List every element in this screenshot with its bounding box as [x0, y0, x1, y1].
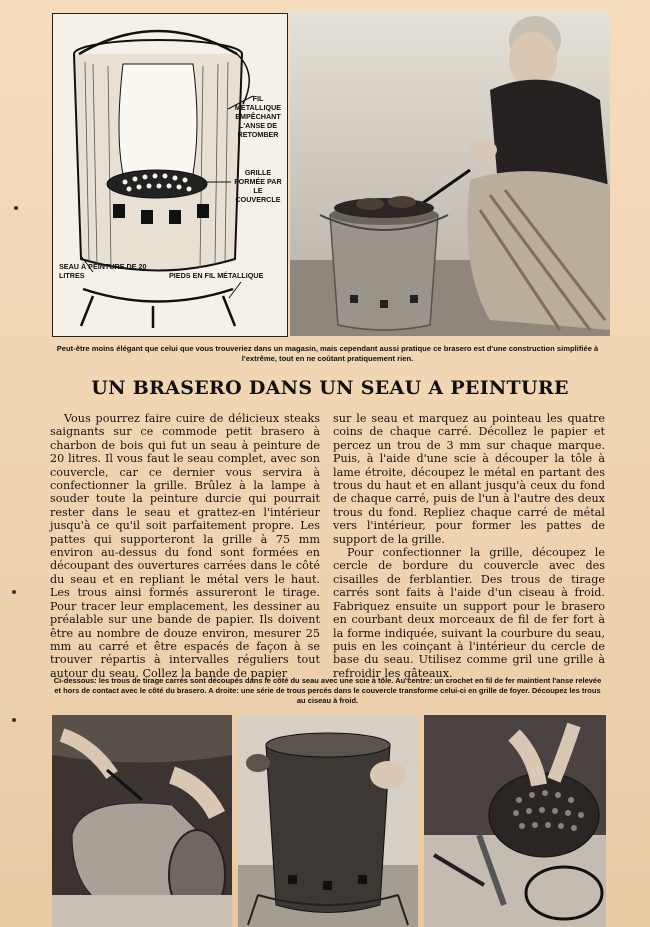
paragraph-1: Vous pourrez faire cuire de délicieux steaks saignants sur ce commode petit brasero à charbon de bois qui fut un seau à peinture de 20 litres. Il vous faut le seau complet, avec son couvercle, car ce dernier vous servira à confectionner la grille. Brûlez à la lampe à souder toute la peinture durcie qui pourrait rester dans le seau et grattez-en l'intérieur jusqu'à ce qu'il soit parfaitement propre. Les pattes qui supporteront la grille à 75 mm environ au-dessus du fond sont formées en découpant des ouvertures carrées dans le côté du seau et en repliant le métal vers le haut. Les trous ainsi formés assureront le tirage. Pour tracer leur emplacement, les dessiner au préalable sur une bande de papier. Ils doivent être au nombre de douze environ, mesurer 25 mm au carré et être espacés de façon à se trouver répartis à intervalles réguliers tout autour du seau. Collez la bande de papier: [50, 412, 320, 680]
label-metal-wire: FIL MÉTALLIQUE EMPÊCHANT L'ANSE DE RETOMBER: [234, 94, 282, 139]
photo-lid-grill: [424, 715, 606, 927]
label-grill: GRILLE FORMÉE PAR LE COUVERCLE: [234, 168, 282, 204]
label-bucket: SEAU À PEINTURE DE 20 LITRES: [59, 262, 147, 280]
margin-dot: [12, 718, 16, 722]
photo-cutting-holes: [52, 715, 232, 927]
bottom-caption: Ci-dessous: les trous de tirage carrés sont découpés dans le côté du seau avec une scie à tôle. Au centre: un crochet en fil de fer maintient l'anse relevée et hors de contact avec le côté du brasero. A droite: une série de trous percés dans le couvercle transforme celui-ci en grille de foyer. Découpez les trous au ciseau à froid.: [53, 676, 602, 705]
column-right: [333, 412, 605, 680]
top-caption: Peut-être moins élégant que celui que vous trouveriez dans un magasin, mais cependant aussi pratique ce brasero est d'une construction simplifiée à l'extrême, tout en ne coûtant pratiquement rien.: [56, 344, 599, 363]
brasero-diagram: [52, 13, 288, 337]
saw-bucket-image: [52, 715, 232, 927]
photo-wire-hook: [238, 715, 418, 927]
bucket-hook-image: [238, 715, 418, 927]
lid-holes-image: [424, 715, 606, 927]
label-feet: PIEDS EN FIL MÉTALLIQUE: [169, 271, 264, 280]
article-title: UN BRASERO DANS UN SEAU A PEINTURE: [91, 377, 569, 399]
paragraph-2: sur le seau et marquez au pointeau les quatre coins de chaque carré. Décollez le papier et percez un trou de 3 mm sur chaque marque. Puis, à l'aide d'une scie à découper la tôle à lame étroite, découpez le métal en partant des trous du haut et en allant jusqu'à ceux du fond de chaque carré, puis de l'un à l'autre des deux trous du fond. Repliez chaque carré de métal vers l'intérieur, pour former les pattes de support de la grille.: [333, 412, 605, 546]
margin-dot: [14, 206, 18, 210]
top-photo: [290, 10, 610, 336]
woman-cooking-photo: [290, 10, 610, 336]
paragraph-3: Pour confectionner la grille, découpez le cercle de bordure du couvercle avec des cisailles de ferblantier. Des trous de tirage carrés sont faits à l'aide d'un ciseau à froid. Fabriquez ensuite un support pour le brasero en courbant deux morceaux de fil de fer fort à la forme indiquée, suivant la courbure du seau, puis en les coinçant à l'intérieur du cercle de base du seau. Utilisez comme gril une grille à refroidir les gâteaux.: [333, 546, 605, 680]
column-left: [50, 412, 320, 680]
margin-dot: [12, 590, 16, 594]
